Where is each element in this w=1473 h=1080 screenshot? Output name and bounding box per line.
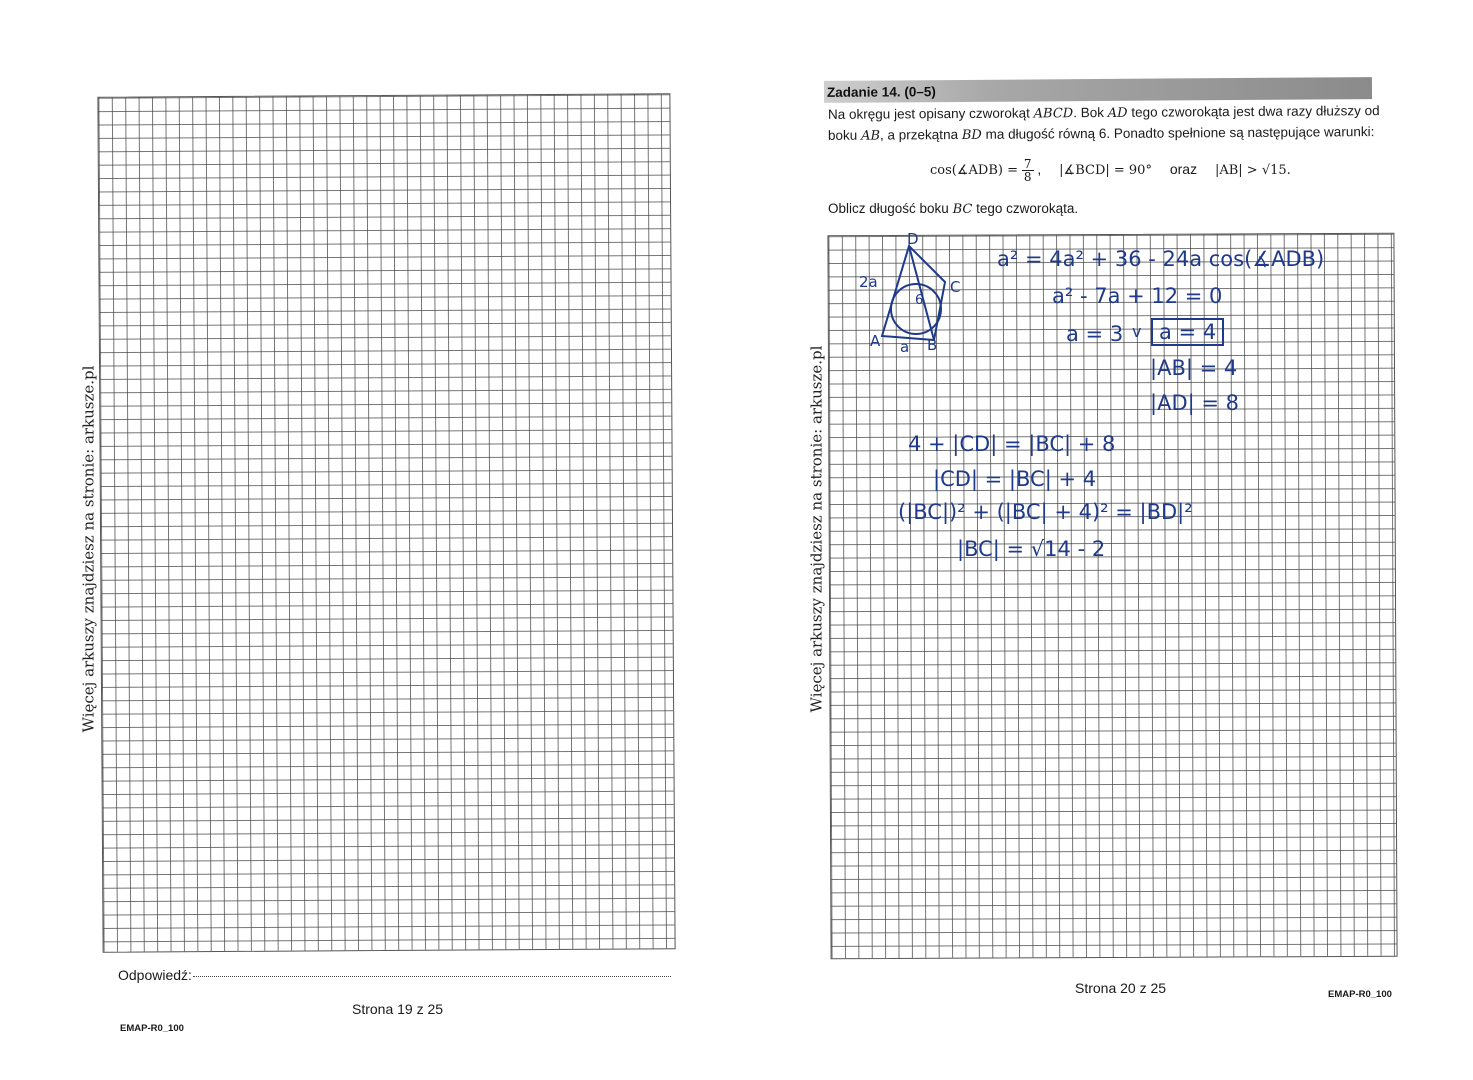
hw-line-result: |BC| = √14 - 2 (957, 537, 1106, 561)
hw-line-tangential: 4 + |CD| = |BC| + 8 (908, 432, 1116, 456)
label-6: 6 (915, 293, 924, 308)
hw-line-quadratic: a² - 7a + 12 = 0 (1052, 284, 1223, 308)
fraction-7-8: $\frac{7}{8}$ (1023, 157, 1032, 184)
inscribed-circle (891, 284, 941, 334)
hw-line-ab: |AB| = 4 (1150, 356, 1238, 380)
hw-line-cd: |CD| = |BC| + 4 (933, 467, 1097, 491)
task-conditions-formula: cos(∡ADB) = $\frac{7}{8}$ , |∡BCD| = 90° oraz |AB| > √15. (930, 157, 1291, 184)
exam-code-right: EMAP-R0_100 (1328, 989, 1392, 1000)
label-2a: 2a (859, 273, 878, 291)
hw-line-root-4-boxed: a = 4 (1151, 318, 1224, 346)
answer-dotted-line (193, 976, 671, 977)
answer-grid-left (97, 93, 675, 952)
hw-line-root-3: a = 3 (1066, 322, 1124, 346)
label-b: B (927, 336, 938, 354)
hw-line-law-of-cosines: a² = 4a² + 36 - 24a cos(∡ADB) (997, 247, 1325, 271)
quadrilateral-sketch (855, 232, 965, 357)
answer-label: Odpowiedź: (118, 967, 192, 983)
label-c: C (950, 278, 961, 296)
task-text-line-1: Na okręgu jest opisany czworokąt ABCD. Bok AD tego czworokąta jest dwa razy dłuższy od (827, 103, 1380, 122)
page-number-left: Strona 19 z 25 (352, 1001, 444, 1017)
hw-line-ad: |AD| = 8 (1150, 391, 1239, 415)
page-number-right: Strona 20 z 25 (1075, 980, 1167, 996)
label-a: A (870, 332, 881, 350)
label-d: D (907, 232, 919, 248)
side-watermark-right: Więcej arkuszy znajdziesz na stronie: arkusze.pl (807, 345, 826, 713)
task-instruction: Oblicz długość boku BC tego czworokąta. (828, 201, 1079, 217)
hw-line-pythagoras: (|BC|)² + (|BC| + 4)² = |BD|² (898, 500, 1193, 524)
task-header-bar (824, 77, 1372, 103)
side-watermark-left: Więcej arkuszy znajdziesz na stronie: arkusze.pl (79, 365, 98, 733)
task-title: Zadanie 14. (0–5) (826, 84, 936, 100)
task-text-line-2: boku AB, a przekątna BD ma długość równą 6. Ponadto spełnione są następujące warunki: (827, 124, 1375, 144)
hw-or: v (1132, 322, 1142, 341)
label-a-side: a (900, 338, 910, 356)
exam-code-left: EMAP-R0_100 (120, 1023, 184, 1034)
